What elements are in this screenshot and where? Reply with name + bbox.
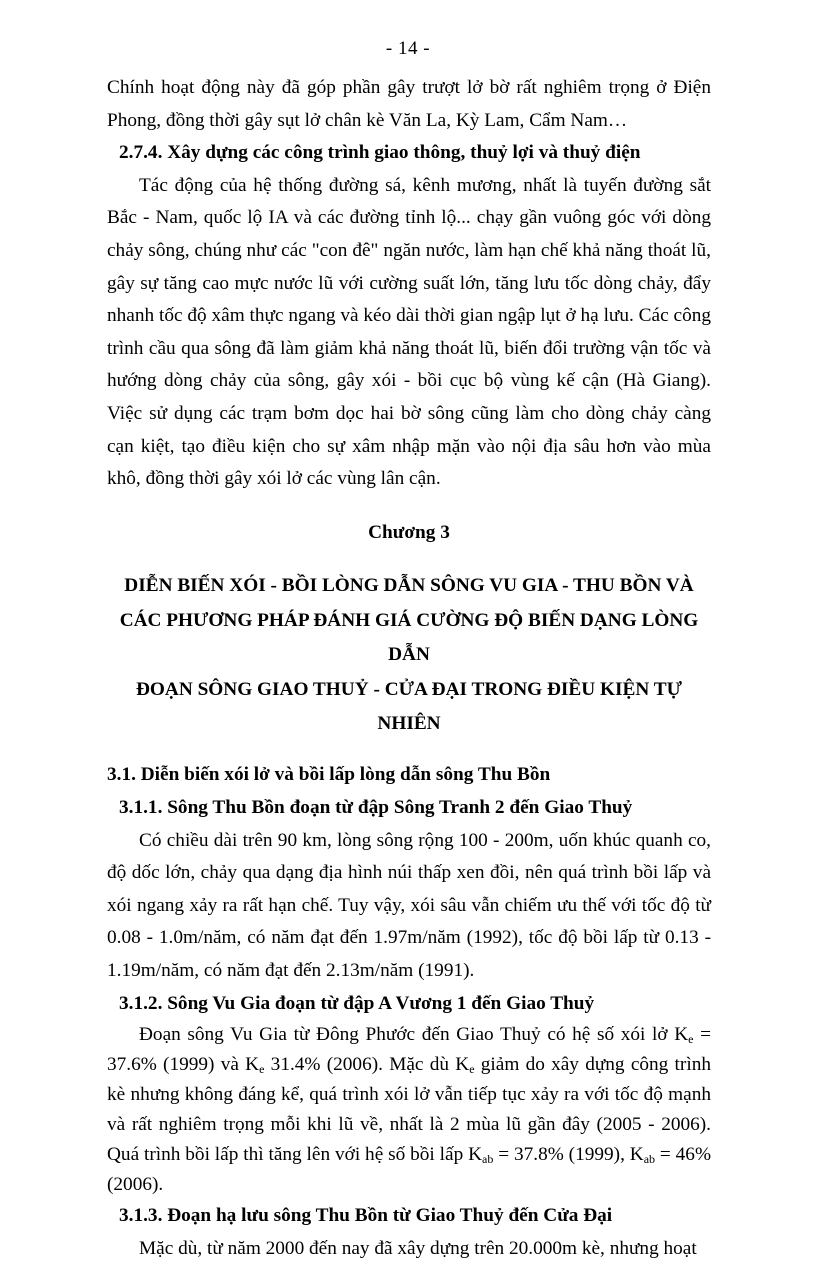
text-run: = 46% (2006). bbox=[107, 1144, 712, 1196]
paragraph-vu-gia bbox=[107, 1020, 711, 1200]
subscript: e bbox=[469, 1062, 475, 1077]
paragraph-infrastructure-impact: Tác động của hệ thống đường sá, kênh mương, nhất là tuyến đường sắt Bắc - Nam, quốc lộ IA và các đường tỉnh lộ... chạy gần vuông góc với dòng chảy sông, chúng như các "con đê" ngăn nước, làm hạn chế khả năng thoát lũ, gây sự tăng cao mực nước lũ với cường suất lớn, tăng lưu tốc dòng chảy, đẩy nhanh tốc độ xâm thực ngang và kéo dài thời gian ngập lụt ở hạ lưu. Các công trình cầu qua sông đã làm giảm khả năng thoát lũ, biến đổi trường vận tốc và hướng dòng chảy của sông, gây xói - bồi cục bộ vùng kế cận (Hà Giang). Việc sử dụng các trạm bơm dọc hai bờ sông cũng làm cho dòng chảy càng cạn kiệt, tạo điều kiện cho sự xâm nhập mặn vào nội địa sâu hơn vào mùa khô, đồng thời gây xói lở các vùng lân cận. bbox=[107, 174, 711, 490]
heading-3-1: 3.1. Diễn biến xói lở và bồi lấp lòng dẫn sông Thu Bồn bbox=[107, 764, 551, 786]
subscript: e bbox=[688, 1032, 694, 1047]
heading-2-7-4: 2.7.4. Xây dựng các công trình giao thông, thuỷ lợi và thuỷ điện bbox=[119, 142, 641, 164]
heading-3-1-1: 3.1.1. Sông Thu Bồn đoạn từ đập Sông Tranh 2 đến Giao Thuỷ bbox=[119, 797, 633, 819]
subscript: ab bbox=[643, 1152, 656, 1167]
chapter-title-line-1: DIỄN BIẾN XÓI - BỒI LÒNG DẪN SÔNG VU GIA - THU BỒN VÀ bbox=[124, 575, 694, 597]
heading-3-1-3: 3.1.3. Đoạn hạ lưu sông Thu Bồn từ Giao Thuỷ đến Cửa Đại bbox=[119, 1205, 613, 1227]
paragraph-continuation: Chính hoạt động này đã góp phần gây trượt lở bờ rất nghiêm trọng ở Điện Phong, đồng thời gây sụt lở chân kè Văn La, Kỳ Lam, Cẩm Nam… bbox=[107, 77, 711, 131]
chapter-title-line-3: ĐOẠN SÔNG GIAO THUỶ - CỬA ĐẠI TRONG ĐIỀU KIỆN TỰ NHIÊN bbox=[135, 678, 682, 735]
chapter-label: Chương 3 bbox=[368, 521, 450, 543]
text-run: = 37.8% (1999), K bbox=[493, 1144, 644, 1166]
page-number: - 14 - bbox=[385, 38, 431, 59]
heading-3-1-2: 3.1.2. Sông Vu Gia đoạn từ đập A Vương 1 đến Giao Thuỷ bbox=[119, 992, 595, 1014]
text-run: giảm do xây dựng công trình kè nhưng không đáng kể, quá trình xói lở vẫn tiếp tục xảy ra với tốc độ mạnh và rất nghiêm trọng mỗi khi lũ về, nhất là 2 mùa lũ gần đây (2005 - 2006). Quá trình bồi lấp thì tăng lên với hệ số bồi lấp K bbox=[107, 1054, 711, 1166]
paragraph-thu-bon-upper: Có chiều dài trên 90 km, lòng sông rộng 100 - 200m, uốn khúc quanh co, độ dốc lớn, chảy qua dạng địa hình núi thấp xen đồi, nên quá trình bồi lấp và xói ngang xảy ra rất hạn chế. Tuy vậy, xói sâu vẫn chiếm ưu thế với tốc độ từ 0.08 - 1.0m/năm, có năm đạt đến 1.97m/năm (1992), tốc độ bồi lấp từ 0.13 - 1.19m/năm, có năm đạt đến 2.13m/năm (1991). bbox=[107, 829, 711, 982]
text-run: Đoạn sông Vu Gia từ Đông Phước đến Giao Thuỷ có hệ số xói lở K bbox=[139, 1024, 689, 1046]
paragraph-lower-thu-bon: Mặc dù, từ năm 2000 đến nay đã xây dựng trên 20.000m kè, nhưng hoạt bbox=[139, 1237, 697, 1259]
text-run: = 37.6% (1999) và K bbox=[107, 1024, 711, 1076]
chapter-title-line-2: CÁC PHƯƠNG PHÁP ĐÁNH GIÁ CƯỜNG ĐỘ BIẾN DẠNG LÒNG DẪN bbox=[119, 609, 699, 666]
page-content bbox=[107, 72, 711, 1265]
subscript: e bbox=[259, 1062, 265, 1077]
subscript: ab bbox=[482, 1152, 494, 1167]
text-run: 31.4% (2006). Mặc dù K bbox=[264, 1054, 470, 1076]
